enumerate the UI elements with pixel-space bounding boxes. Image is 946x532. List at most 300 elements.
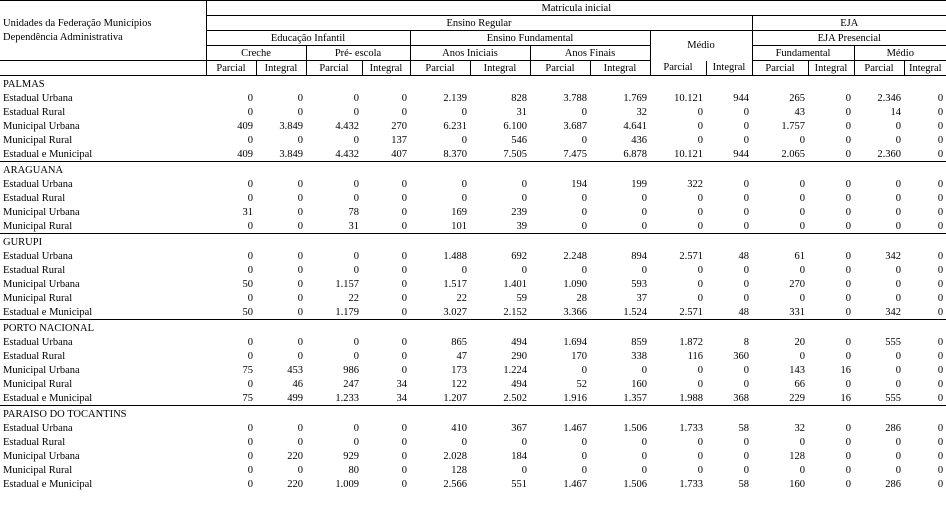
value-cell: 0 bbox=[799, 350, 805, 362]
value-cell: 1.872 bbox=[679, 336, 703, 348]
value-cell: 58 bbox=[738, 422, 749, 434]
value-cell: 0 bbox=[845, 192, 851, 204]
dependency-label: Municipal Rural bbox=[3, 378, 73, 390]
value-cell: 0 bbox=[641, 464, 647, 476]
value-cell: 1.916 bbox=[563, 392, 587, 404]
value-cell: 46 bbox=[292, 378, 303, 390]
value-cell: 0 bbox=[297, 264, 303, 276]
value-cell: 0 bbox=[401, 478, 407, 490]
value-cell: 986 bbox=[343, 364, 359, 376]
value-cell: 2.139 bbox=[443, 92, 467, 104]
municipality-name: PALMAS bbox=[3, 79, 45, 90]
value-cell: 1.224 bbox=[503, 364, 527, 376]
value-cell: 199 bbox=[631, 178, 647, 190]
value-cell: 407 bbox=[391, 148, 407, 160]
value-cell: 0 bbox=[895, 178, 901, 190]
parcial-header: Parcial bbox=[854, 61, 904, 76]
ensino-fundamental-header: Ensino Fundamental bbox=[410, 31, 650, 46]
blank-cell bbox=[0, 61, 206, 76]
value-cell: 0 bbox=[297, 464, 303, 476]
table-row bbox=[0, 147, 946, 162]
table-row bbox=[0, 291, 946, 305]
value-cell: 0 bbox=[895, 264, 901, 276]
row-label-line-2: Dependência Administrativa bbox=[3, 31, 123, 43]
value-cell: 0 bbox=[895, 220, 901, 232]
table-row bbox=[0, 335, 946, 349]
value-cell: 116 bbox=[687, 350, 703, 362]
value-cell: 1.757 bbox=[781, 120, 805, 132]
value-cell: 0 bbox=[845, 336, 851, 348]
value-cell: 0 bbox=[401, 92, 407, 104]
value-cell: 0 bbox=[697, 206, 703, 218]
table-row bbox=[0, 449, 946, 463]
value-cell: 2.571 bbox=[679, 306, 703, 318]
value-cell: 0 bbox=[743, 364, 749, 376]
value-cell: 265 bbox=[789, 92, 805, 104]
value-cell: 0 bbox=[895, 450, 901, 462]
value-cell: 0 bbox=[247, 436, 253, 448]
value-cell: 1.694 bbox=[563, 336, 587, 348]
value-cell: 239 bbox=[511, 206, 527, 218]
value-cell: 944 bbox=[733, 92, 749, 104]
value-cell: 0 bbox=[697, 134, 703, 146]
value-cell: 0 bbox=[845, 278, 851, 290]
value-cell: 0 bbox=[937, 436, 944, 448]
value-cell: 0 bbox=[353, 264, 359, 276]
table-row bbox=[0, 421, 946, 435]
value-cell: 360 bbox=[733, 350, 749, 362]
value-cell: 43 bbox=[794, 106, 805, 118]
matricula-inicial-header: Matrícula inicial bbox=[206, 1, 946, 16]
table-row bbox=[0, 463, 946, 477]
value-cell: 0 bbox=[461, 436, 467, 448]
value-cell: 0 bbox=[937, 306, 944, 318]
value-cell: 0 bbox=[401, 464, 407, 476]
dependency-label: Municipal Rural bbox=[3, 464, 73, 476]
value-cell: 410 bbox=[451, 422, 467, 434]
value-cell: 0 bbox=[743, 178, 749, 190]
value-cell: 270 bbox=[391, 120, 407, 132]
value-cell: 546 bbox=[511, 134, 527, 146]
value-cell: 0 bbox=[297, 278, 303, 290]
value-cell: 0 bbox=[401, 106, 407, 118]
value-cell: 0 bbox=[247, 250, 253, 262]
value-cell: 47 bbox=[456, 350, 467, 362]
table-body bbox=[0, 76, 946, 492]
table-header bbox=[0, 1, 946, 76]
value-cell: 0 bbox=[743, 292, 749, 304]
value-cell: 2.566 bbox=[443, 478, 467, 490]
integral-header: Integral bbox=[256, 61, 306, 76]
parcial-header: Parcial bbox=[306, 61, 362, 76]
value-cell: 2.346 bbox=[877, 92, 901, 104]
value-cell: 3.849 bbox=[279, 120, 303, 132]
value-cell: 342 bbox=[885, 306, 901, 318]
parcial-header: Parcial bbox=[752, 61, 808, 76]
value-cell: 499 bbox=[287, 392, 303, 404]
value-cell: 865 bbox=[451, 336, 467, 348]
value-cell: 0 bbox=[937, 378, 944, 390]
value-cell: 0 bbox=[799, 264, 805, 276]
value-cell: 3.788 bbox=[563, 92, 587, 104]
value-cell: 0 bbox=[353, 336, 359, 348]
value-cell: 0 bbox=[743, 192, 749, 204]
value-cell: 0 bbox=[247, 422, 253, 434]
value-cell: 494 bbox=[511, 336, 527, 348]
value-cell: 0 bbox=[641, 220, 647, 232]
value-cell: 37 bbox=[636, 292, 647, 304]
value-cell: 0 bbox=[297, 436, 303, 448]
value-cell: 0 bbox=[743, 464, 749, 476]
value-cell: 59 bbox=[516, 292, 527, 304]
value-cell: 0 bbox=[581, 192, 587, 204]
value-cell: 0 bbox=[937, 220, 944, 232]
value-cell: 0 bbox=[895, 464, 901, 476]
value-cell: 555 bbox=[885, 392, 901, 404]
value-cell: 0 bbox=[297, 350, 303, 362]
value-cell: 0 bbox=[895, 192, 901, 204]
value-cell: 0 bbox=[401, 436, 407, 448]
integral-header: Integral bbox=[470, 61, 530, 76]
value-cell: 692 bbox=[511, 250, 527, 262]
value-cell: 0 bbox=[641, 264, 647, 276]
value-cell: 0 bbox=[799, 464, 805, 476]
value-cell: 1.090 bbox=[563, 278, 587, 290]
value-cell: 0 bbox=[845, 464, 851, 476]
value-cell: 1.733 bbox=[679, 478, 703, 490]
value-cell: 31 bbox=[242, 206, 253, 218]
value-cell: 0 bbox=[247, 192, 253, 204]
value-cell: 0 bbox=[521, 436, 527, 448]
value-cell: 0 bbox=[845, 134, 851, 146]
value-cell: 0 bbox=[937, 450, 944, 462]
value-cell: 0 bbox=[401, 364, 407, 376]
value-cell: 0 bbox=[895, 436, 901, 448]
value-cell: 0 bbox=[297, 220, 303, 232]
value-cell: 247 bbox=[343, 378, 359, 390]
value-cell: 48 bbox=[738, 306, 749, 318]
dependency-label: Municipal Urbana bbox=[3, 450, 80, 462]
value-cell: 0 bbox=[845, 306, 851, 318]
table-row bbox=[0, 435, 946, 449]
value-cell: 1.988 bbox=[679, 392, 703, 404]
value-cell: 0 bbox=[401, 422, 407, 434]
value-cell: 0 bbox=[401, 306, 407, 318]
value-cell: 0 bbox=[353, 178, 359, 190]
value-cell: 0 bbox=[247, 336, 253, 348]
value-cell: 0 bbox=[799, 178, 805, 190]
value-cell: 0 bbox=[845, 220, 851, 232]
value-cell: 0 bbox=[521, 192, 527, 204]
value-cell: 220 bbox=[287, 450, 303, 462]
parcial-header: Parcial bbox=[410, 61, 470, 76]
value-cell: 338 bbox=[631, 350, 647, 362]
value-cell: 1.467 bbox=[563, 422, 587, 434]
value-cell: 229 bbox=[789, 392, 805, 404]
value-cell: 409 bbox=[237, 148, 253, 160]
value-cell: 0 bbox=[401, 336, 407, 348]
value-cell: 0 bbox=[581, 464, 587, 476]
value-cell: 0 bbox=[297, 134, 303, 146]
integral-header: Integral bbox=[590, 61, 650, 76]
value-cell: 0 bbox=[743, 120, 749, 132]
value-cell: 0 bbox=[697, 278, 703, 290]
value-cell: 0 bbox=[937, 264, 944, 276]
value-cell: 0 bbox=[581, 220, 587, 232]
value-cell: 0 bbox=[845, 178, 851, 190]
value-cell: 0 bbox=[401, 220, 407, 232]
table-row bbox=[0, 477, 946, 491]
value-cell: 0 bbox=[845, 378, 851, 390]
value-cell: 1.517 bbox=[443, 278, 467, 290]
value-cell: 10.121 bbox=[674, 92, 703, 104]
value-cell: 894 bbox=[631, 250, 647, 262]
value-cell: 593 bbox=[631, 278, 647, 290]
value-cell: 0 bbox=[581, 106, 587, 118]
dependency-label: Municipal Rural bbox=[3, 134, 73, 146]
table-row bbox=[0, 305, 946, 320]
value-cell: 0 bbox=[845, 478, 851, 490]
value-cell: 0 bbox=[937, 192, 944, 204]
table-row bbox=[0, 205, 946, 219]
value-cell: 2.065 bbox=[781, 148, 805, 160]
value-cell: 1.401 bbox=[503, 278, 527, 290]
value-cell: 0 bbox=[743, 134, 749, 146]
value-cell: 4.432 bbox=[335, 148, 359, 160]
value-cell: 0 bbox=[581, 436, 587, 448]
parcial-header: Parcial bbox=[650, 61, 706, 76]
integral-header: Integral bbox=[362, 61, 410, 76]
value-cell: 0 bbox=[845, 264, 851, 276]
dependency-label: Municipal Urbana bbox=[3, 206, 80, 218]
value-cell: 0 bbox=[461, 192, 467, 204]
value-cell: 1.769 bbox=[623, 92, 647, 104]
value-cell: 3.027 bbox=[443, 306, 467, 318]
value-cell: 0 bbox=[297, 106, 303, 118]
group-row bbox=[0, 162, 946, 178]
value-cell: 0 bbox=[937, 106, 944, 118]
value-cell: 2.502 bbox=[503, 392, 527, 404]
value-cell: 14 bbox=[890, 106, 901, 118]
table-row bbox=[0, 377, 946, 391]
dependency-label: Estadual e Municipal bbox=[3, 148, 93, 160]
value-cell: 0 bbox=[799, 292, 805, 304]
eja-medio-header: Médio bbox=[854, 46, 946, 61]
value-cell: 101 bbox=[451, 220, 467, 232]
value-cell: 0 bbox=[353, 92, 359, 104]
value-cell: 0 bbox=[297, 178, 303, 190]
value-cell: 0 bbox=[521, 178, 527, 190]
integral-header: Integral bbox=[904, 61, 946, 76]
value-cell: 1.467 bbox=[563, 478, 587, 490]
value-cell: 0 bbox=[895, 350, 901, 362]
value-cell: 16 bbox=[840, 364, 851, 376]
eja-presencial-header: EJA Presencial bbox=[752, 31, 946, 46]
value-cell: 1.506 bbox=[623, 422, 647, 434]
value-cell: 0 bbox=[743, 206, 749, 218]
value-cell: 0 bbox=[401, 178, 407, 190]
value-cell: 0 bbox=[697, 292, 703, 304]
value-cell: 0 bbox=[521, 464, 527, 476]
value-cell: 0 bbox=[937, 392, 944, 404]
value-cell: 0 bbox=[697, 220, 703, 232]
value-cell: 0 bbox=[461, 178, 467, 190]
dependency-label: Estadual Urbana bbox=[3, 336, 73, 348]
value-cell: 1.009 bbox=[335, 478, 359, 490]
group-row bbox=[0, 320, 946, 336]
value-cell: 7.505 bbox=[503, 148, 527, 160]
dependency-label: Municipal Urbana bbox=[3, 120, 80, 132]
value-cell: 409 bbox=[237, 120, 253, 132]
value-cell: 184 bbox=[511, 450, 527, 462]
table-row bbox=[0, 391, 946, 406]
value-cell: 0 bbox=[743, 220, 749, 232]
dependency-label: Estadual Rural bbox=[3, 350, 66, 362]
value-cell: 4.432 bbox=[335, 120, 359, 132]
value-cell: 50 bbox=[242, 278, 253, 290]
value-cell: 0 bbox=[845, 250, 851, 262]
value-cell: 7.475 bbox=[563, 148, 587, 160]
dependency-label: Estadual e Municipal bbox=[3, 478, 93, 490]
value-cell: 0 bbox=[697, 364, 703, 376]
value-cell: 0 bbox=[743, 264, 749, 276]
table-row bbox=[0, 177, 946, 191]
value-cell: 0 bbox=[353, 350, 359, 362]
table-row bbox=[0, 277, 946, 291]
table-row bbox=[0, 191, 946, 205]
value-cell: 66 bbox=[794, 378, 805, 390]
table-row bbox=[0, 249, 946, 263]
value-cell: 0 bbox=[521, 264, 527, 276]
value-cell: 286 bbox=[885, 422, 901, 434]
group-row bbox=[0, 76, 946, 92]
value-cell: 143 bbox=[789, 364, 805, 376]
dependency-label: Municipal Urbana bbox=[3, 364, 80, 376]
value-cell: 160 bbox=[631, 378, 647, 390]
value-cell: 0 bbox=[799, 192, 805, 204]
dependency-label: Estadual Rural bbox=[3, 264, 66, 276]
value-cell: 0 bbox=[247, 378, 253, 390]
value-cell: 0 bbox=[461, 134, 467, 146]
value-cell: 0 bbox=[937, 206, 944, 218]
value-cell: 0 bbox=[743, 106, 749, 118]
row-label-header bbox=[0, 1, 206, 61]
municipality-name: PORTO NACIONAL bbox=[0, 320, 946, 336]
value-cell: 0 bbox=[353, 192, 359, 204]
table-row bbox=[0, 263, 946, 277]
value-cell: 2.152 bbox=[503, 306, 527, 318]
value-cell: 944 bbox=[733, 148, 749, 160]
value-cell: 0 bbox=[581, 450, 587, 462]
value-cell: 0 bbox=[581, 364, 587, 376]
value-cell: 220 bbox=[287, 478, 303, 490]
value-cell: 0 bbox=[297, 192, 303, 204]
value-cell: 0 bbox=[799, 134, 805, 146]
anos-iniciais-header: Anos Iniciais bbox=[410, 46, 530, 61]
value-cell: 0 bbox=[937, 134, 944, 146]
value-cell: 2.360 bbox=[877, 148, 901, 160]
value-cell: 0 bbox=[247, 106, 253, 118]
value-cell: 0 bbox=[247, 178, 253, 190]
value-cell: 0 bbox=[845, 206, 851, 218]
value-cell: 0 bbox=[401, 350, 407, 362]
value-cell: 0 bbox=[641, 436, 647, 448]
value-cell: 0 bbox=[895, 292, 901, 304]
value-cell: 322 bbox=[687, 178, 703, 190]
value-cell: 3.849 bbox=[279, 148, 303, 160]
value-cell: 34 bbox=[396, 392, 407, 404]
value-cell: 0 bbox=[697, 192, 703, 204]
value-cell: 270 bbox=[789, 278, 805, 290]
value-cell: 0 bbox=[799, 206, 805, 218]
eja-fundamental-header: Fundamental bbox=[752, 46, 854, 61]
value-cell: 0 bbox=[297, 292, 303, 304]
pre-escola-header: Pré- escola bbox=[306, 46, 410, 61]
value-cell: 3.687 bbox=[563, 120, 587, 132]
value-cell: 551 bbox=[511, 478, 527, 490]
value-cell: 0 bbox=[937, 464, 944, 476]
value-cell: 1.179 bbox=[335, 306, 359, 318]
value-cell: 0 bbox=[401, 264, 407, 276]
value-cell: 0 bbox=[895, 278, 901, 290]
value-cell: 290 bbox=[511, 350, 527, 362]
table-row bbox=[0, 363, 946, 377]
value-cell: 0 bbox=[845, 120, 851, 132]
value-cell: 0 bbox=[937, 178, 944, 190]
value-cell: 0 bbox=[461, 106, 467, 118]
value-cell: 436 bbox=[631, 134, 647, 146]
value-cell: 0 bbox=[641, 364, 647, 376]
value-cell: 0 bbox=[697, 106, 703, 118]
value-cell: 2.248 bbox=[563, 250, 587, 262]
value-cell: 0 bbox=[697, 264, 703, 276]
value-cell: 78 bbox=[348, 206, 359, 218]
value-cell: 28 bbox=[576, 292, 587, 304]
dependency-label: Estadual e Municipal bbox=[3, 392, 93, 404]
value-cell: 0 bbox=[401, 192, 407, 204]
value-cell: 859 bbox=[631, 336, 647, 348]
value-cell: 342 bbox=[885, 250, 901, 262]
value-cell: 58 bbox=[738, 478, 749, 490]
table-row bbox=[0, 219, 946, 234]
value-cell: 0 bbox=[743, 450, 749, 462]
value-cell: 0 bbox=[937, 292, 944, 304]
row-label-line-1: Unidades da Federação Municípios bbox=[3, 17, 152, 29]
value-cell: 80 bbox=[348, 464, 359, 476]
value-cell: 4.641 bbox=[623, 120, 647, 132]
value-cell: 0 bbox=[247, 134, 253, 146]
value-cell: 0 bbox=[353, 250, 359, 262]
value-cell: 494 bbox=[511, 378, 527, 390]
municipality-name: GURUPI bbox=[0, 234, 946, 250]
value-cell: 52 bbox=[576, 378, 587, 390]
value-cell: 0 bbox=[937, 250, 944, 262]
value-cell: 0 bbox=[743, 378, 749, 390]
dependency-label: Municipal Rural bbox=[3, 220, 73, 232]
dependency-label: Estadual Urbana bbox=[3, 92, 73, 104]
value-cell: 0 bbox=[697, 464, 703, 476]
value-cell: 0 bbox=[937, 350, 944, 362]
value-cell: 0 bbox=[297, 336, 303, 348]
value-cell: 169 bbox=[451, 206, 467, 218]
table-row bbox=[0, 119, 946, 133]
value-cell: 160 bbox=[789, 478, 805, 490]
value-cell: 286 bbox=[885, 478, 901, 490]
integral-header: Integral bbox=[706, 61, 752, 76]
value-cell: 34 bbox=[396, 378, 407, 390]
value-cell: 1.207 bbox=[443, 392, 467, 404]
value-cell: 0 bbox=[845, 350, 851, 362]
